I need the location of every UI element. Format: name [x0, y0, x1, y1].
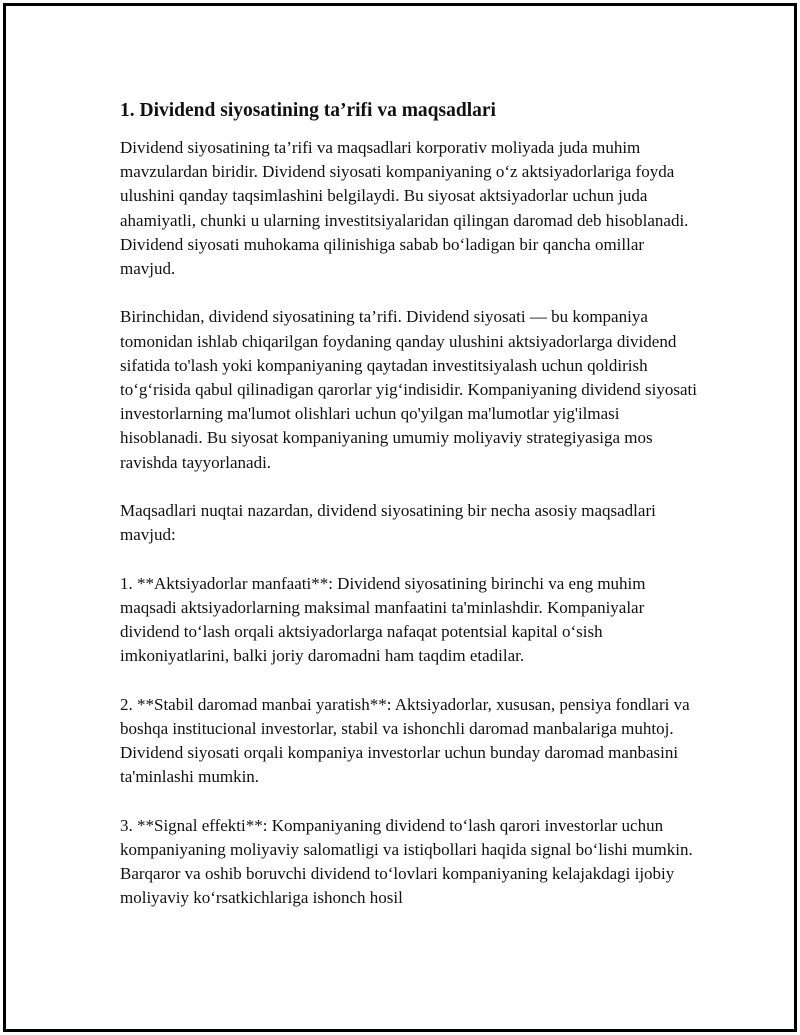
page-frame — [3, 3, 797, 1032]
list-item-stable-income: 2. **Stabil daromad manbai yaratish**: Aktsiyadorlar, xususan, pensiya fondlari va boshqa institucional investorlar, stabil va ishonchli daromad manbalariga muhtoj. Dividend siyosati orqali kompaniya investorlar uchun bunday daromad manbasini ta'minlashi mumkin. — [120, 694, 690, 787]
paragraph-intro: Dividend siyosatining ta’rifi va maqsadlari korporativ moliyada juda muhim mavzulardan biridir. Dividend siyosati kompaniyaning o‘z aktsiyadorlariga foyda ulushini qanday taqsimlashini belgilaydi. Bu siyosat aktsiyadorlar uchun juda ahamiyatli, chunki u ularning investitsiyalaridan qilingan daromad deb hisoblanadi. Dividend siyosati muhokama qilinishiga sabab bo‘ladigan bir qancha omillar mavjud. — [120, 138, 689, 279]
document-body — [120, 98, 700, 910]
section-heading: 1. Dividend siyosatining ta’rifi va maqsadlari — [120, 100, 496, 121]
paragraph-goals-intro: Maqsadlari nuqtai nazardan, dividend siyosatining bir necha asosiy maqsadlari mavjud: — [120, 501, 656, 545]
list-item-shareholder-interest: 1. **Aktsiyadorlar manfaati**: Dividend siyosatining birinchi va eng muhim maqsadi aktsiyadorlarning maksimal manfaatini ta'minlashdir. Kompaniyalar dividend to‘lash orqali aktsiyadorlarga nafaqat potentsial kapital o‘sish imkoniyatlarini, balki joriy daromadni ham taqdim etadilar. — [120, 573, 646, 666]
paragraph-definition: Birinchidan, dividend siyosatining ta’rifi. Dividend siyosati — bu kompaniya tomonidan ishlab chiqarilgan foydaning qanday ulushini aktsiyadorlarga dividend sifatida to'lash yoki kompaniyaning qaytadan investitsiyalash uchun qoldirish to‘g‘risida qabul qilinadigan qarorlar yig‘indisidir. Kompaniyaning dividend siyosati investorlarning ma'lumot olishlari uchun qo'yilgan ma'lumotlar yig'ilmasi hisoblanadi. Bu siyosat kompaniyaning umumiy moliyaviy strategiyasiga mos ravishda tayyorlanadi. — [120, 307, 697, 472]
list-item-signal-effect: 3. **Signal effekti**: Kompaniyaning dividend to‘lash qarori investorlar uchun kompaniyaning moliyaviy salomatligi va istiqbollari haqida signal bo‘lishi mumkin. Barqaror va oshib boruvchi dividend to‘lovlari kompaniyaning kelajakdagi ijobiy moliyaviy ko‘rsatkichlariga ishonch hosil — [120, 815, 693, 908]
